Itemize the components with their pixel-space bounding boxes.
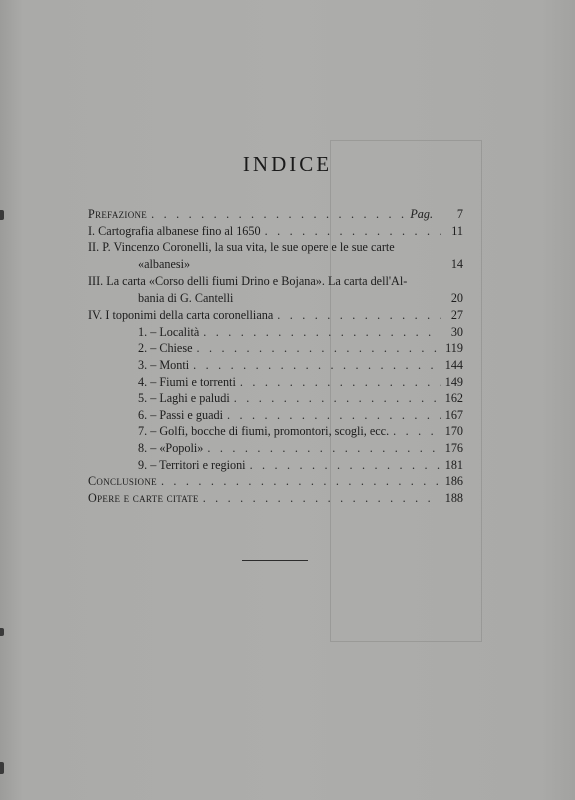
toc-entry-text: IV. I toponimi della carta coronelliana — [88, 308, 274, 323]
toc-page-number: 27 — [450, 308, 463, 323]
toc-subentry — [88, 357, 463, 374]
toc-entry-chapter-1 — [88, 223, 463, 240]
toc-entry-text: Conclusione — [88, 474, 157, 489]
toc-entry-text: 5. – Laghi e paludi — [138, 391, 230, 406]
toc-subentry — [88, 340, 463, 357]
toc-entry-text-continued: «albanesi» — [138, 257, 191, 272]
toc-entry-text: 1. – Località — [138, 324, 200, 339]
toc-entry-text: II. P. Vincenzo Coronelli, la sua vita, le sue opere e le sue carte — [88, 240, 395, 255]
toc-subentry — [88, 374, 463, 391]
toc-subentry — [88, 423, 463, 440]
toc-subentry — [88, 457, 463, 474]
toc-entry-text: 9. – Territori e regioni — [138, 457, 246, 472]
toc-page-number: 181 — [444, 457, 463, 472]
leader-dots — [230, 390, 441, 407]
page-edge-mark — [0, 628, 4, 636]
toc-page-number: 14 — [450, 257, 463, 272]
toc-page-number: 119 — [445, 341, 463, 356]
leader-dots — [193, 340, 442, 357]
toc-entry-text: Prefazione — [88, 207, 148, 221]
leader-dots — [273, 307, 441, 324]
toc-entry-text: 4. – Fiumi e torrenti — [138, 374, 236, 389]
toc-page-number: 144 — [444, 357, 463, 372]
toc-entry-text: 2. – Chiese — [138, 341, 193, 356]
toc-entry-text-continued: bania di G. Cantelli — [138, 291, 234, 306]
leader-dots — [199, 490, 441, 507]
toc-entry-conclusione — [88, 473, 463, 490]
toc-page-number: 149 — [444, 374, 463, 389]
toc-page-number: 20 — [450, 291, 463, 306]
leader-dots — [223, 407, 441, 424]
toc-page-number: 170 — [444, 424, 463, 439]
leader-dots — [236, 374, 441, 391]
toc-entry-text: 3. – Monti — [138, 357, 190, 372]
toc-entry-opere — [88, 490, 463, 507]
leader-dots — [199, 324, 441, 341]
toc-page-number: 7 — [456, 207, 463, 221]
leader-dots — [389, 423, 441, 440]
toc-entry-text: I. Cartografia albanese fino al 1650 — [88, 223, 261, 238]
leader-dots — [261, 223, 441, 240]
toc-entry-text: III. La carta «Corso delli fiumi Drino e Bojana». La carta dell'Al- — [88, 274, 408, 289]
closing-rule — [242, 560, 308, 561]
leader-dots — [147, 206, 408, 223]
toc-entry-chapter-4 — [88, 307, 463, 324]
page-label: Pag. — [410, 207, 433, 221]
toc-entry-chapter-3 — [88, 273, 463, 307]
toc-page-number: 162 — [444, 391, 463, 406]
leader-dots — [157, 473, 441, 490]
index-title: INDICE — [242, 152, 333, 176]
toc-page-number: 30 — [450, 324, 463, 339]
leader-dots — [203, 440, 441, 457]
toc-page-number: 186 — [444, 474, 463, 489]
toc-entry-chapter-2 — [88, 239, 463, 273]
toc-entry-text: 8. – «Popoli» — [138, 440, 204, 455]
toc-page-number: 176 — [444, 440, 463, 455]
page-edge-mark — [0, 762, 4, 774]
leader-dots — [246, 457, 441, 474]
toc-page-number: 11 — [451, 223, 463, 238]
leader-dots — [189, 357, 441, 374]
toc-page-number: 188 — [444, 490, 463, 505]
table-of-contents — [88, 206, 463, 506]
toc-entry-text: 7. – Golfi, bocche di fiumi, promontori, scogli, ecc. — [138, 424, 390, 439]
toc-entry-prefazione — [88, 206, 463, 223]
page-edge-mark — [0, 210, 4, 220]
toc-subentry — [88, 390, 463, 407]
toc-subentry — [88, 407, 463, 424]
toc-subentry — [88, 440, 463, 457]
toc-subentry — [88, 324, 463, 341]
toc-entry-text: 6. – Passi e guadi — [138, 407, 223, 422]
toc-page-number: 167 — [444, 407, 463, 422]
toc-entry-text: Opere e carte citate — [88, 490, 199, 505]
